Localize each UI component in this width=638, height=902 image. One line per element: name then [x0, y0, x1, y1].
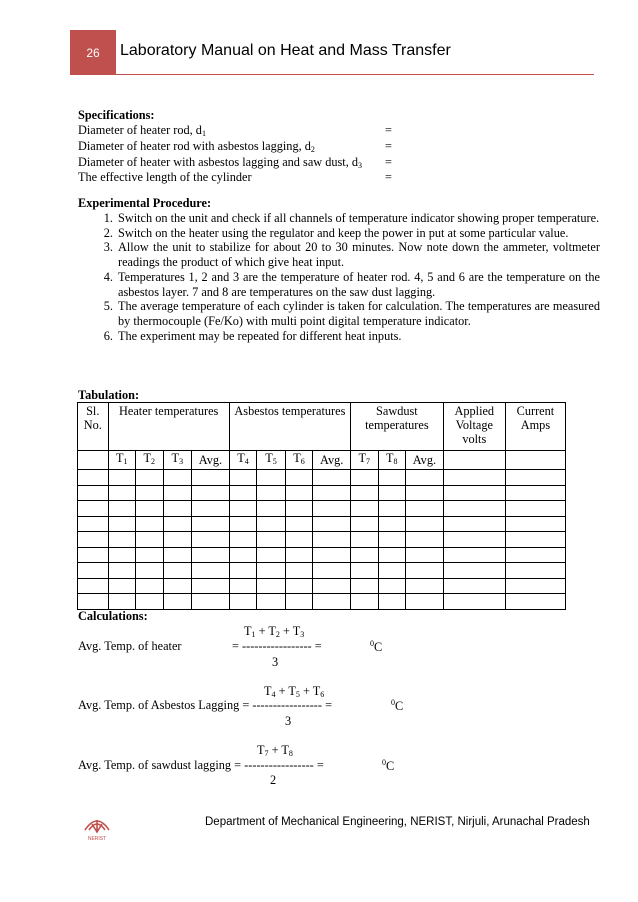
table-cell [108, 501, 136, 517]
table-cell [443, 578, 505, 594]
table-cell [406, 532, 444, 548]
header-heater: Heater temperatures [108, 403, 229, 451]
table-cell [505, 563, 565, 579]
table-cell [78, 563, 109, 579]
table-cell [351, 578, 379, 594]
table-cell [229, 578, 257, 594]
table-cell [378, 594, 406, 610]
heater-fraction-line: = ----------------- = [232, 639, 322, 653]
institute-logo [80, 810, 114, 844]
table-cell [443, 501, 505, 517]
table-cell [163, 470, 192, 486]
spec-equals: = [385, 123, 392, 137]
table-cell [443, 547, 505, 563]
table-row [78, 594, 566, 610]
procedure-step: 5. The average temperature of each cylinder is taken for calculation. The temperatures are measured by thermocouple (Fe/Ko) with multi point digital temperature indicator. [116, 299, 600, 328]
table-cell [163, 594, 192, 610]
procedure-step: 2. Switch on the heater using the regulator and keep the power in put at some particular value. [116, 226, 600, 241]
table-cell [406, 516, 444, 532]
asbestos-label-line: Avg. Temp. of Asbestos Lagging = ----------------- = [78, 698, 332, 712]
table-cell [406, 578, 444, 594]
table-cell [313, 501, 351, 517]
table-cell [443, 485, 505, 501]
table-cell [351, 532, 379, 548]
table-cell [257, 563, 286, 579]
table-cell [163, 563, 192, 579]
table-cell [229, 516, 257, 532]
page-number-badge [70, 30, 116, 75]
table-cell [406, 547, 444, 563]
table-cell [378, 516, 406, 532]
table-cell [229, 501, 257, 517]
header-asbestos: Asbestos temperatures [229, 403, 350, 451]
table-cell [313, 563, 351, 579]
table-cell [443, 470, 505, 486]
table-cell [163, 547, 192, 563]
table-row [78, 563, 566, 579]
table-cell [351, 470, 379, 486]
table-cell [163, 532, 192, 548]
table-cell [192, 594, 230, 610]
table-cell [378, 547, 406, 563]
table-cell [229, 547, 257, 563]
table-cell [443, 451, 505, 470]
table-cell [163, 501, 192, 517]
table-cell [406, 501, 444, 517]
subheader-t6: $T_6$ [285, 451, 313, 470]
spec-equals: = [385, 139, 392, 153]
table-cell [78, 594, 109, 610]
asbestos-unit: $^0$C [391, 698, 404, 713]
subheader-t4: $T_4$ [229, 451, 257, 470]
table-cell [136, 532, 164, 548]
table-cell [313, 578, 351, 594]
table-cell [443, 532, 505, 548]
header-sawdust: Sawdust temperatures [351, 403, 444, 451]
table-cell [136, 485, 164, 501]
table-row [78, 470, 566, 486]
heater-label: Avg. Temp. of heater [78, 639, 182, 653]
table-cell [351, 547, 379, 563]
procedure-step: 6. The experiment may be repeated for different heat inputs. [116, 329, 600, 344]
table-cell [443, 594, 505, 610]
table-cell [108, 532, 136, 548]
table-cell [163, 578, 192, 594]
table-cell [257, 501, 286, 517]
sawdust-unit: $^0$C [382, 758, 395, 773]
table-cell [313, 470, 351, 486]
specifications-heading: Specifications: [78, 108, 155, 122]
table-cell [257, 532, 286, 548]
table-cell [163, 516, 192, 532]
spec-equals: = [385, 170, 392, 184]
table-cell [78, 516, 109, 532]
table-cell [108, 470, 136, 486]
table-cell [229, 485, 257, 501]
logo-text: NERIST [87, 836, 107, 842]
table-cell [378, 485, 406, 501]
header-sl: Sl. No. [78, 403, 109, 451]
table-cell [313, 485, 351, 501]
table-row [78, 532, 566, 548]
header-voltage: Applied Voltage volts [443, 403, 505, 451]
spec-label: Diameter of heater rod with asbestos lagging, d [78, 139, 311, 153]
table-cell [378, 563, 406, 579]
table-cell [78, 485, 109, 501]
table-cell [78, 532, 109, 548]
table-cell [257, 485, 286, 501]
table-cell [192, 563, 230, 579]
subheader-t1: $T_1$ [108, 451, 136, 470]
procedure-step: 3. Allow the unit to stabilize for about 20 to 30 minutes. Now note down the ammeter, voltmeter readings the product of which give heat input. [116, 240, 600, 269]
tabulation-table [77, 402, 566, 610]
subheader-avg: Avg. [406, 451, 444, 470]
spec-row [78, 170, 398, 185]
table-row [78, 578, 566, 594]
subheader-t7: $T_7$ [351, 451, 379, 470]
table-cell [257, 578, 286, 594]
table-row [78, 485, 566, 501]
table-row [78, 547, 566, 563]
table-cell [257, 516, 286, 532]
table-row [78, 516, 566, 532]
table-cell [229, 563, 257, 579]
table-cell [108, 516, 136, 532]
table-cell [505, 501, 565, 517]
table-cell [192, 516, 230, 532]
table-cell [378, 532, 406, 548]
table-cell [505, 451, 565, 470]
table-cell [108, 547, 136, 563]
table-cell [108, 594, 136, 610]
table-cell [285, 563, 313, 579]
table-cell [108, 563, 136, 579]
spec-label: Diameter of heater with asbestos lagging and saw dust, d [78, 155, 359, 169]
spec-label: The effective length of the cylinder [78, 170, 252, 184]
sawdust-numerator: $T_7 + T_8$ [257, 743, 293, 758]
table-cell [229, 594, 257, 610]
procedure-heading: Experimental Procedure: [78, 196, 212, 210]
subheader-t8: $T_8$ [378, 451, 406, 470]
table-cell [313, 532, 351, 548]
procedure-step: 4. Temperatures 1, 2 and 3 are the temperature of heater rod. 4, 5 and 6 are the temperature on the asbestos layer. 7 and 8 are temperatures on the saw dust lagging. [116, 270, 600, 299]
table-cell [78, 470, 109, 486]
heater-denominator: 3 [272, 655, 279, 669]
table-cell [351, 501, 379, 517]
table-cell [443, 516, 505, 532]
table-cell [192, 532, 230, 548]
table-cell [285, 470, 313, 486]
table-cell [406, 485, 444, 501]
subheader-avg: Avg. [313, 451, 351, 470]
table-cell [163, 485, 192, 501]
table-cell [285, 516, 313, 532]
table-cell [285, 578, 313, 594]
table-cell [78, 578, 109, 594]
table-cell [406, 563, 444, 579]
table-cell [505, 532, 565, 548]
table-cell [136, 516, 164, 532]
table-cell [378, 470, 406, 486]
asbestos-numerator: $T_4 + T_5 + T_6$ [264, 684, 325, 699]
procedure-step: 1. Switch on the unit and check if all channels of temperature indicator showing proper temperature. [116, 211, 600, 226]
sawdust-label-line: Avg. Temp. of sawdust lagging = ----------------- = [78, 758, 324, 772]
table-cell [136, 501, 164, 517]
table-cell [505, 578, 565, 594]
calculations-heading: Calculations: [78, 609, 148, 623]
table-cell [351, 485, 379, 501]
tabulation-heading: Tabulation: [78, 388, 140, 402]
table-cell [505, 485, 565, 501]
table-cell [505, 516, 565, 532]
table-cell [257, 470, 286, 486]
table-cell [78, 501, 109, 517]
header-current: Current Amps [505, 403, 565, 451]
table-cell [136, 578, 164, 594]
table-header-row [78, 403, 566, 451]
procedure-list [78, 211, 600, 343]
table-cell [285, 547, 313, 563]
table-cell [136, 547, 164, 563]
spec-equals: = [385, 155, 392, 169]
footer-text: Department of Mechanical Engineering, NERIST, Nirjuli, Arunachal Pradesh [205, 816, 590, 828]
table-cell [136, 470, 164, 486]
page-number: 26 [86, 45, 100, 60]
table-cell [229, 532, 257, 548]
spec-row [78, 123, 398, 138]
heater-unit: $^0$C [370, 639, 383, 654]
table-cell [192, 547, 230, 563]
table-cell [351, 563, 379, 579]
table-cell [313, 547, 351, 563]
heater-numerator: $T_1 + T_2 + T_3$ [244, 624, 305, 639]
table-cell [378, 501, 406, 517]
table-cell [192, 470, 230, 486]
table-cell [285, 501, 313, 517]
table-cell [136, 563, 164, 579]
table-subheader-row [78, 451, 566, 470]
table-cell [257, 547, 286, 563]
spec-sub: 3 [358, 161, 363, 170]
table-cell [351, 594, 379, 610]
subheader-t3: $T_3$ [163, 451, 192, 470]
table-row [78, 501, 566, 517]
table-cell [313, 516, 351, 532]
table-cell [505, 594, 565, 610]
table-cell [229, 470, 257, 486]
table-cell [192, 485, 230, 501]
spec-sub: 1 [201, 129, 206, 138]
table-cell [285, 532, 313, 548]
header-title: Laboratory Manual on Heat and Mass Transfer [120, 42, 451, 59]
table-cell [406, 470, 444, 486]
table-cell [192, 578, 230, 594]
header-divider [116, 74, 594, 75]
table-cell [78, 451, 109, 470]
table-cell [257, 594, 286, 610]
table-cell [406, 594, 444, 610]
table-cell [505, 547, 565, 563]
table-cell [136, 594, 164, 610]
sawdust-denominator: 2 [270, 773, 277, 787]
spec-sub: 2 [310, 145, 315, 154]
table-cell [285, 485, 313, 501]
spec-row [78, 155, 398, 170]
subheader-t5: $T_5$ [257, 451, 286, 470]
spec-label: Diameter of heater rod, d [78, 123, 202, 137]
table-cell [313, 594, 351, 610]
table-cell [192, 501, 230, 517]
subheader-avg: Avg. [192, 451, 230, 470]
table-cell [108, 485, 136, 501]
table-cell [78, 547, 109, 563]
subheader-t2: $T_2$ [136, 451, 164, 470]
table-cell [285, 594, 313, 610]
asbestos-denominator: 3 [285, 714, 292, 728]
spec-row [78, 139, 398, 154]
table-cell [351, 516, 379, 532]
table-cell [443, 563, 505, 579]
table-cell [378, 578, 406, 594]
table-cell [505, 470, 565, 486]
table-cell [108, 578, 136, 594]
